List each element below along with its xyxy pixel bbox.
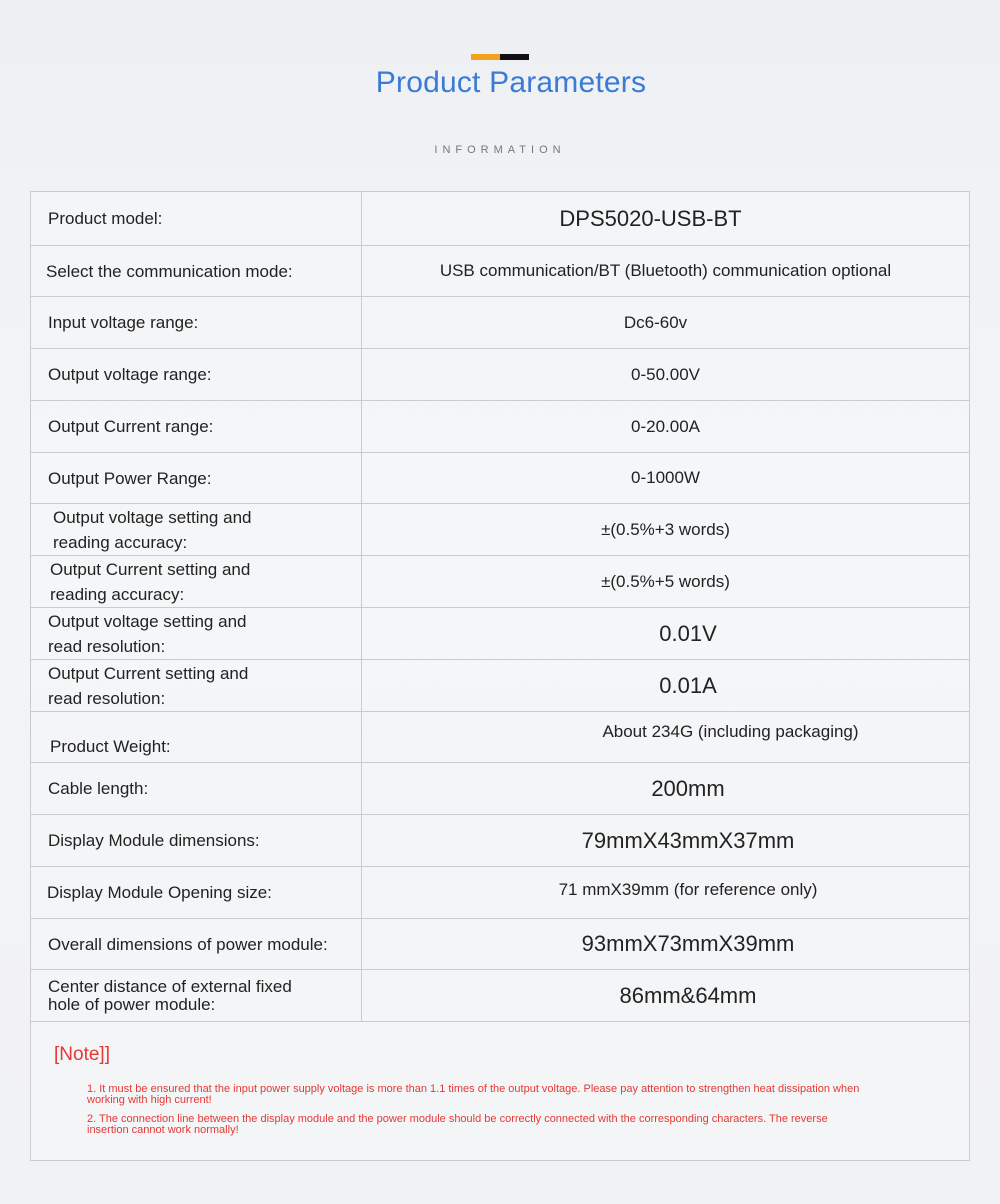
param-value: 71 mmX39mm (for reference only) (558, 880, 818, 899)
table-row (31, 919, 969, 970)
param-value: 79mmX43mmX37mm (581, 827, 795, 853)
param-label: Display Module Opening size: (31, 867, 362, 918)
table-row (31, 453, 969, 504)
param-label: Center distance of external fixed hole of power module: (31, 970, 362, 1021)
accent-bar-black (500, 54, 529, 60)
table-row (31, 763, 969, 815)
table-row (31, 246, 969, 297)
param-value: 0-20.00A (631, 416, 700, 436)
param-label: Overall dimensions of power module: (31, 919, 362, 969)
param-value: USB communication/BT (Bluetooth) communication optional (439, 261, 892, 280)
param-label: Display Module dimensions: (31, 815, 362, 866)
param-value: 0.01V (659, 620, 717, 646)
table-row (31, 970, 969, 1022)
param-value: About 234G (including packaging) (602, 722, 859, 741)
param-label: Input voltage range: (31, 297, 362, 348)
param-value: 0-50.00V (631, 364, 700, 384)
note-section (31, 1022, 969, 1160)
param-label: Output voltage range: (31, 349, 362, 400)
note-title: [Note]] (54, 1044, 110, 1065)
param-value: 0.01A (659, 672, 717, 698)
table-row (31, 815, 969, 867)
parameters-table (30, 191, 970, 1161)
param-label: Select the communication mode: (31, 246, 362, 296)
table-row (31, 504, 969, 556)
note-line-1: 1. It must be ensured that the input power supply voltage is more than 1.1 times of the output voltage. Please pay attention to strengthen heat dissipation when working with high current! (87, 1083, 860, 1106)
param-label: Product model: (31, 192, 362, 245)
note-line-2: 2. The connection line between the display module and the power module should be correctly connected with the corresponding characters. The reverse insertion cannot work normally! (87, 1113, 828, 1136)
param-label: Output Current range: (31, 401, 362, 452)
table-row (31, 867, 969, 919)
param-label: Output voltage setting and reading accuracy: (31, 504, 362, 555)
table-row (31, 297, 969, 349)
page-title: Product Parameters (375, 66, 647, 99)
table-row (31, 401, 969, 453)
table-row (31, 349, 969, 401)
param-value: 200mm (651, 775, 725, 801)
accent-bar (471, 54, 529, 60)
accent-bar-orange (471, 54, 500, 60)
param-label: Output Current setting and read resolution: (31, 660, 362, 711)
param-label: Output Power Range: (31, 453, 362, 503)
param-value: DPS5020-USB-BT (559, 205, 742, 231)
table-row (31, 712, 969, 763)
param-label: Output voltage setting and read resolution: (31, 608, 362, 659)
param-value: 0-1000W (631, 468, 700, 487)
table-row (31, 608, 969, 660)
param-value: ±(0.5%+5 words) (601, 571, 730, 591)
param-value: 86mm&64mm (619, 982, 757, 1008)
param-label: Product Weight: (31, 712, 362, 762)
param-label: Output Current setting and reading accuracy: (31, 556, 362, 607)
table-row (31, 660, 969, 712)
table-row (31, 556, 969, 608)
param-value: 93mmX73mmX39mm (581, 931, 795, 956)
param-value: Dc6-60v (623, 312, 688, 332)
page-subtitle: INFORMATION (434, 144, 566, 156)
param-label: Cable length: (31, 763, 362, 814)
param-value: ±(0.5%+3 words) (601, 519, 730, 539)
table-row (31, 192, 969, 246)
